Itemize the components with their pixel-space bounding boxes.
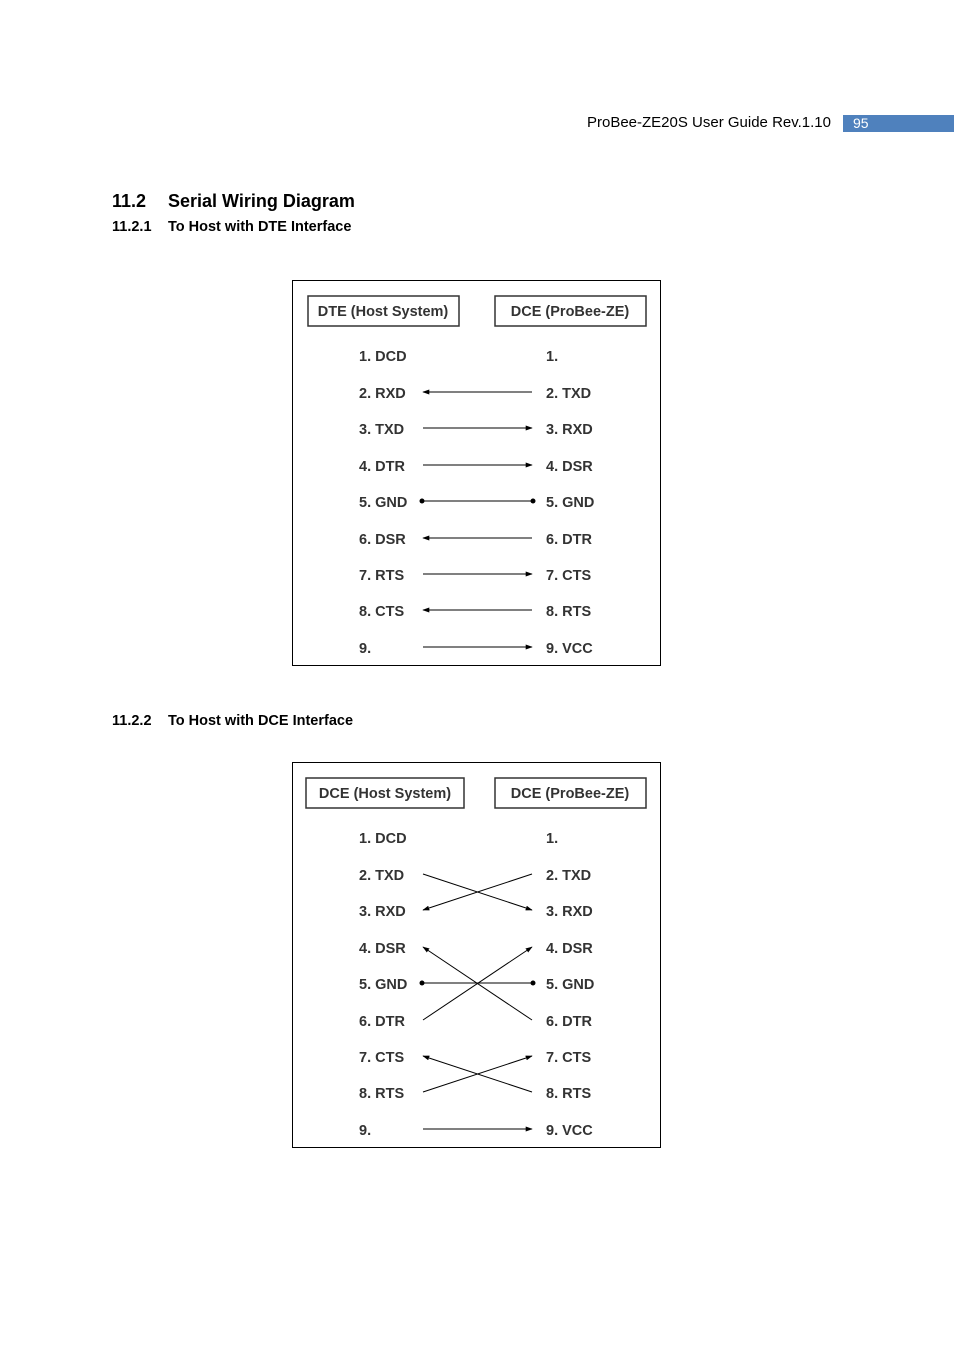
- right-pin-2: 2. TXD: [546, 386, 592, 402]
- left-pin-5: 5. GND: [359, 495, 408, 511]
- left-pin-5: 5. GND: [359, 977, 408, 993]
- gnd-dot-right: [531, 499, 536, 504]
- right-pin-1: 1.: [546, 349, 559, 365]
- left-pin-1: 1. DCD: [359, 831, 407, 847]
- left-pin-8: 8. RTS: [359, 1086, 405, 1102]
- subsection-heading-dce: [112, 713, 353, 729]
- left-pin-4: 4. DTR: [359, 459, 405, 475]
- left-pin-7: 7. RTS: [359, 568, 405, 584]
- host-box-label: DCE (Host System): [318, 786, 452, 802]
- right-pin-3: 3. RXD: [546, 422, 593, 438]
- left-pin-3: 3. RXD: [359, 904, 406, 920]
- left-pin-2: 2. TXD: [359, 868, 405, 884]
- right-pin-6: 6. DTR: [546, 1014, 592, 1030]
- page-header-title: ProBee-ZE20S User Guide Rev.1.10: [586, 114, 831, 131]
- probee-box-label: DCE (ProBee-ZE): [510, 786, 630, 802]
- probee-box-label: DCE (ProBee-ZE): [510, 304, 630, 320]
- gnd-dot-left: [420, 499, 425, 504]
- gnd-dot-right: [531, 981, 536, 986]
- left-pin-9: 9.: [359, 1123, 372, 1139]
- right-pin-2: 2. TXD: [546, 868, 592, 884]
- right-pin-5: 5. GND: [546, 495, 595, 511]
- section-title: Serial Wiring Diagram: [168, 191, 355, 211]
- left-pin-6: 6. DSR: [359, 532, 406, 548]
- left-pin-1: 1. DCD: [359, 349, 407, 365]
- right-pin-5: 5. GND: [546, 977, 595, 993]
- right-pin-4: 4. DSR: [546, 459, 593, 475]
- subsection-title: To Host with DTE Interface: [168, 219, 352, 235]
- right-pin-7: 7. CTS: [546, 1050, 592, 1066]
- page-number-badge: 95: [843, 115, 954, 132]
- right-pin-8: 8. RTS: [546, 1086, 592, 1102]
- right-pin-8: 8. RTS: [546, 604, 592, 620]
- right-pin-1: 1.: [546, 831, 559, 847]
- right-pin-9: 9. VCC: [546, 1123, 593, 1139]
- subsection-number: 11.2.2: [112, 713, 152, 729]
- section-number: 11.2: [112, 191, 147, 211]
- subsection-title: To Host with DCE Interface: [168, 713, 354, 729]
- wiring-diagram-dte: [292, 280, 661, 666]
- left-pin-7: 7. CTS: [359, 1050, 405, 1066]
- section-heading: [112, 191, 355, 212]
- left-pin-4: 4. DSR: [359, 941, 406, 957]
- subsection-heading-dte: [112, 219, 351, 235]
- host-box-label: DTE (Host System): [317, 304, 449, 320]
- left-pin-9: 9.: [359, 641, 372, 657]
- gnd-dot-left: [420, 981, 425, 986]
- left-pin-6: 6. DTR: [359, 1014, 405, 1030]
- subsection-number: 11.2.1: [112, 219, 152, 235]
- left-pin-2: 2. RXD: [359, 386, 406, 402]
- right-pin-7: 7. CTS: [546, 568, 592, 584]
- left-pin-8: 8. CTS: [359, 604, 405, 620]
- right-pin-3: 3. RXD: [546, 904, 593, 920]
- wiring-diagram-dce: [292, 762, 661, 1148]
- right-pin-9: 9. VCC: [546, 641, 593, 657]
- left-pin-3: 3. TXD: [359, 422, 405, 438]
- right-pin-6: 6. DTR: [546, 532, 592, 548]
- right-pin-4: 4. DSR: [546, 941, 593, 957]
